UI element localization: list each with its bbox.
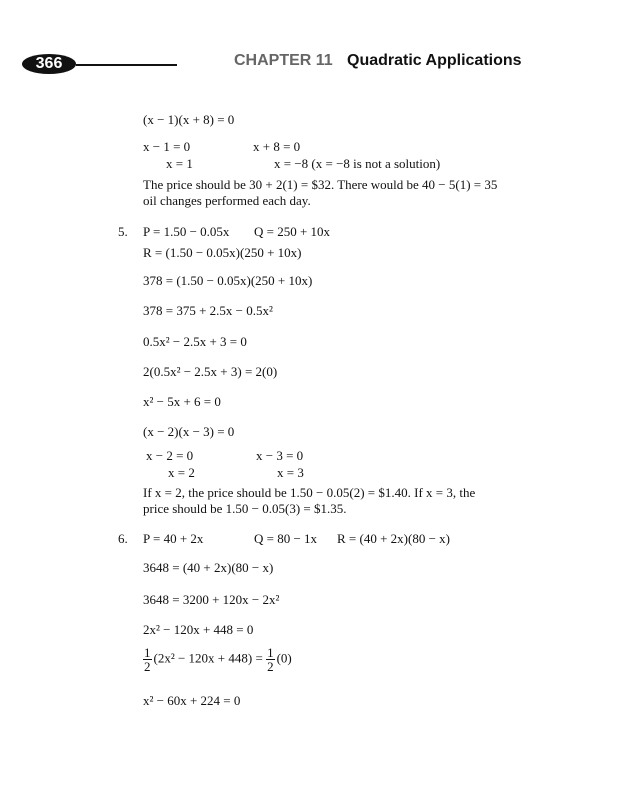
- fraction-one-half: [143, 646, 152, 673]
- equation-line: (x − 2)(x − 3) = 0: [143, 424, 235, 439]
- page-number: 366: [22, 54, 76, 74]
- equation-line: x² − 5x + 6 = 0: [143, 394, 221, 409]
- fraction-numerator: 1: [144, 645, 151, 660]
- equation-line: P = 40 + 2x: [143, 531, 204, 546]
- problem-number: 5.: [118, 224, 128, 239]
- paragraph-line: The price should be 30 + 2(1) = $32. There would be 40 − 5(1) = 35: [143, 177, 498, 192]
- equation-line: x − 1 = 0: [143, 139, 191, 154]
- equation-line: Q = 80 − 1x: [254, 531, 318, 546]
- equation-line: (x − 1)(x + 8) = 0: [143, 112, 235, 127]
- equation-line: 3648 = 3200 + 120x − 2x²: [143, 592, 280, 607]
- fraction-equation-right: (0): [276, 650, 292, 666]
- chapter-title: Quadratic Applications: [347, 52, 522, 69]
- fraction-equation-equals: =: [252, 650, 267, 666]
- equation-line: Q = 250 + 10x: [254, 224, 331, 239]
- equation-line: x = −8 (x = −8 is not a solution): [274, 156, 441, 171]
- equation-line: P = 1.50 − 0.05x: [143, 224, 230, 239]
- equation-line: x − 2 = 0: [146, 448, 194, 463]
- chapter-label: CHAPTER 11: [234, 52, 333, 69]
- fraction-one-half: [266, 646, 275, 673]
- paragraph-line: oil changes performed each day.: [143, 193, 311, 208]
- equation-line: 2x² − 120x + 448 = 0: [143, 622, 254, 637]
- equation-line: x² − 60x + 224 = 0: [143, 693, 241, 708]
- equation-line: 3648 = (40 + 2x)(80 − x): [143, 560, 274, 575]
- fraction-equation-left: (2x² − 120x + 448): [153, 650, 253, 666]
- equation-line: R = (1.50 − 0.05x)(250 + 10x): [143, 245, 302, 260]
- equation-line: 0.5x² − 2.5x + 3 = 0: [143, 334, 247, 349]
- paragraph-line: price should be 1.50 − 0.05(3) = $1.35.: [143, 501, 347, 516]
- header-rule: [76, 64, 177, 66]
- equation-line: 378 = (1.50 − 0.05x)(250 + 10x): [143, 273, 313, 288]
- equation-line: x − 3 = 0: [256, 448, 304, 463]
- equation-line: x = 3: [277, 465, 304, 480]
- paragraph-line: If x = 2, the price should be 1.50 − 0.05(2) = $1.40. If x = 3, the: [143, 485, 476, 500]
- equation-line: 378 = 375 + 2.5x − 0.5x²: [143, 303, 273, 318]
- equation-line: x + 8 = 0: [253, 139, 301, 154]
- equation-line: x = 2: [168, 465, 195, 480]
- fraction-equation: [143, 646, 292, 673]
- equation-line: R = (40 + 2x)(80 − x): [337, 531, 450, 546]
- fraction-denominator: 2: [267, 659, 274, 674]
- problem-number: 6.: [118, 531, 128, 546]
- equation-line: 2(0.5x² − 2.5x + 3) = 2(0): [143, 364, 278, 379]
- equation-line: x = 1: [166, 156, 193, 171]
- fraction-denominator: 2: [144, 659, 151, 674]
- fraction-numerator: 1: [267, 645, 274, 660]
